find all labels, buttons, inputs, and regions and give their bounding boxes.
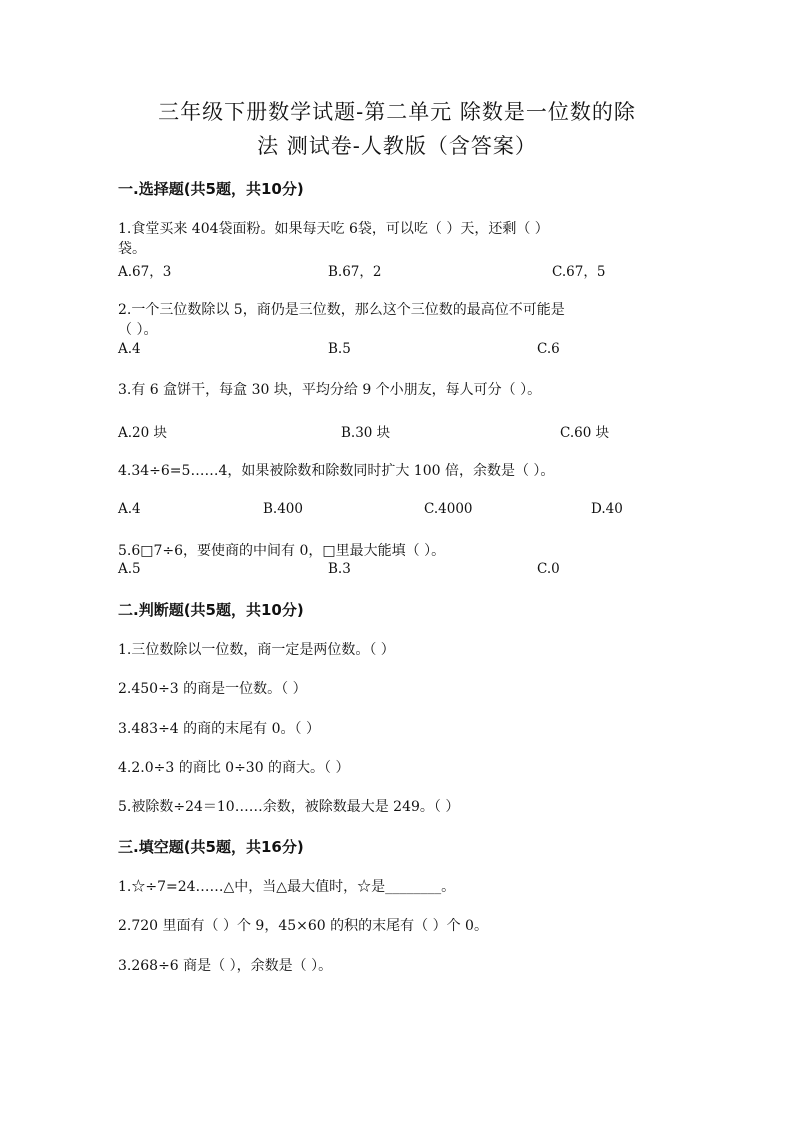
question-5-text: 5.6□7÷6，要使商的中间有 0，□里最大能填（ ）。: [118, 543, 446, 559]
judgement-item: 2.450÷3 的商是一位数。（ ）: [118, 681, 307, 697]
question-4-option-a: A.4: [118, 501, 141, 517]
question-2-continued: （ ）。: [118, 322, 158, 338]
judgement-item: 1.三位数除以一位数，商一定是两位数。（ ）: [118, 642, 395, 658]
judgement-item: 4.2.0÷3 的商比 0÷30 的商大。（ ）: [118, 760, 350, 776]
question-4-text: 4.34÷6=5……4，如果被除数和除数同时扩大 100 倍，余数是（ ）。: [118, 463, 555, 479]
question-5-option-c: C.0: [537, 561, 560, 577]
question-1-text: 1.食堂买来 404袋面粉。如果每天吃 6袋，可以吃（ ）天，还剩（ ）: [118, 221, 549, 237]
document-title-line2: 法 测试卷-人教版（含答案）: [257, 134, 537, 158]
question-3-text: 3.有 6 盒饼干，每盒 30 块，平均分给 9 个小朋友，每人可分（ ）。: [118, 382, 542, 398]
question-5-option-b: B.3: [328, 561, 351, 577]
question-1-option-b: B.67，2: [328, 264, 382, 280]
question-2-option-a: A.4: [118, 341, 141, 357]
fill-blank-item: 2.720 里面有（ ）个 9，45×60 的积的末尾有（ ）个 0。: [118, 918, 488, 934]
question-5-option-a: A.5: [118, 561, 141, 577]
section-heading-choice: 一.选择题(共5题，共10分): [118, 180, 304, 198]
judgement-item: 5.被除数÷24＝10……余数，被除数最大是 249。（ ）: [118, 799, 460, 815]
judgement-item: 3.483÷4 的商的末尾有 0。（ ）: [118, 721, 320, 737]
question-2-option-c: C.6: [537, 341, 560, 357]
section-heading-fill-blank: 三.填空题(共5题，共16分): [118, 838, 304, 856]
question-1-option-c: C.67，5: [552, 264, 606, 280]
fill-blank-item: 3.268÷6 商是（ ），余数是（ ）。: [118, 958, 333, 974]
question-4-option-d: D.40: [591, 501, 623, 517]
fill-blank-item: 1.☆÷7=24……△中，当△最大值时，☆是________。: [118, 879, 456, 895]
question-2-text: 2.一个三位数除以 5，商仍是三位数，那么这个三位数的最高位不可能是: [118, 302, 565, 318]
question-4-option-c: C.4000: [424, 501, 473, 517]
question-4-option-b: B.400: [263, 501, 303, 517]
question-3-option-a: A.20 块: [118, 425, 168, 441]
document-title-line1: 三年级下册数学试题-第二单元 除数是一位数的除: [158, 100, 636, 124]
question-1-option-a: A.67，3: [118, 264, 172, 280]
question-1-continued: 袋。: [118, 241, 146, 257]
question-3-option-b: B.30 块: [341, 425, 391, 441]
question-2-option-b: B.5: [328, 341, 351, 357]
section-heading-judgement: 二.判断题(共5题，共10分): [118, 601, 304, 619]
question-3-option-c: C.60 块: [560, 425, 610, 441]
